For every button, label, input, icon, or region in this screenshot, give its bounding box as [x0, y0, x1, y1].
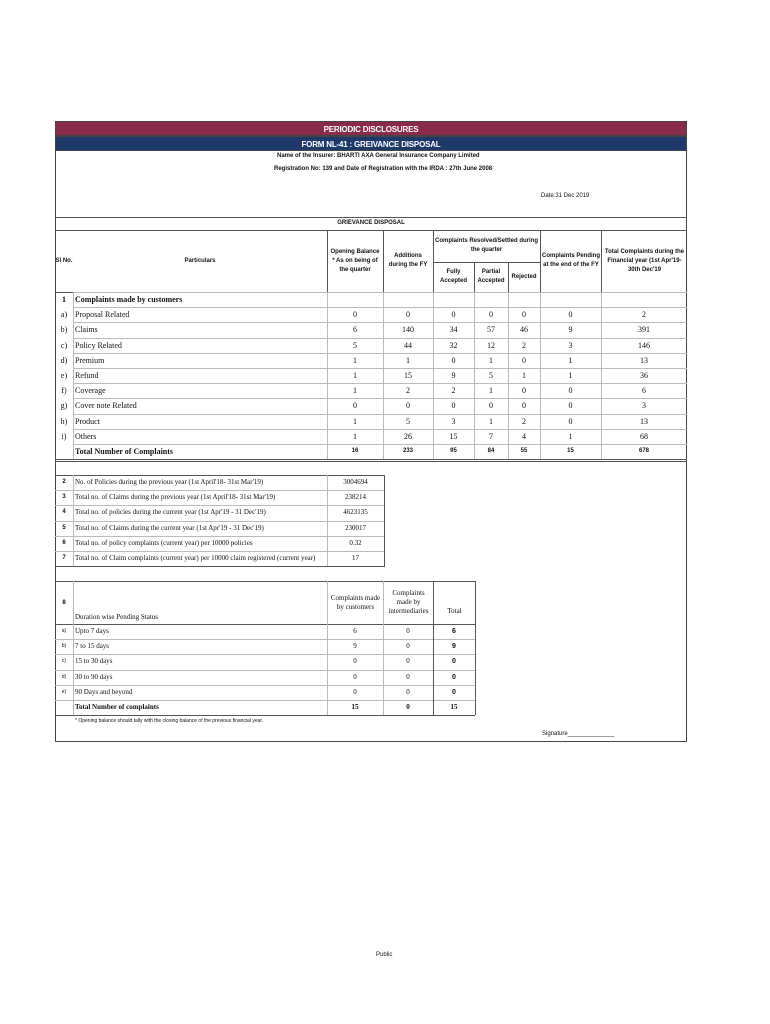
row-value: 1 [353, 355, 357, 365]
row-value: 0 [353, 687, 357, 696]
row-particular: Others [75, 431, 97, 441]
row-particular: Upto 7 days [75, 627, 109, 635]
row-value: 9 [452, 643, 456, 651]
total-label: Total Number of complaints [75, 703, 159, 711]
row-value: 1 [353, 371, 357, 380]
header-fully-accepted: Fully Accepted [439, 269, 467, 284]
row-value: 3 [568, 340, 573, 350]
row-value: 1 [568, 371, 573, 380]
row-value: 34 [449, 325, 458, 335]
row-value: 9 [451, 371, 456, 380]
row-value: 0 [568, 416, 573, 426]
section-title: GRIEVANCE DISPOSAL [337, 220, 405, 226]
row-value: 146 [638, 340, 650, 350]
header-pending: Complaints Pending at the end of the FY [541, 253, 600, 268]
row-value: 0 [353, 401, 357, 411]
column-line [73, 475, 74, 566]
row-value: 0 [522, 386, 526, 396]
row-value: 1 [489, 386, 493, 396]
row-number: 3 [62, 494, 66, 501]
row-value: 0 [451, 310, 456, 320]
row-value: 2 [522, 340, 526, 350]
row-sl: g) [60, 401, 68, 411]
row-value: 46 [520, 325, 528, 335]
row-value: 0 [452, 673, 456, 681]
header-opening-balance: Opening Balance * As on being of the quarter [330, 248, 380, 273]
classification-label: Public [376, 952, 393, 958]
row-value: 1 [353, 416, 357, 426]
row-sl: b) [61, 643, 67, 650]
row-value: 0 [353, 657, 357, 666]
row-value: 238214 [345, 493, 366, 502]
row-value: 9 [353, 642, 357, 651]
row-value: 6 [642, 386, 646, 396]
header-particulars: Particulars [184, 257, 216, 264]
row-particular: Total no. of Claim complaints (current year) per 10000 claim registered (current year) [75, 554, 316, 562]
row-value: 1 [353, 386, 357, 396]
row-sl: e) [60, 371, 68, 380]
table-border [55, 459, 687, 460]
row-particular: Policy Related [75, 340, 122, 350]
header-rejected: Rejected [511, 273, 537, 280]
header-intermediaries: Complaints made by intermediaries [388, 589, 429, 615]
row-value: 0 [406, 687, 410, 696]
column-line [73, 292, 74, 459]
row-particular: Total no. of policies during the current year (1st Apr'19 - 31 Dec'19) [75, 508, 266, 517]
row-number: 6 [62, 539, 66, 546]
row-value: 2 [522, 416, 526, 426]
row-value: 44 [404, 340, 412, 350]
row-particular: 30 to 90 days [75, 672, 113, 681]
row-value: 6 [353, 325, 357, 335]
row-value: 15 [404, 371, 412, 380]
row-value: 0 [406, 672, 410, 681]
row-particular: Premium [75, 355, 105, 365]
row-sl: f) [61, 386, 67, 396]
row-value: 3 [451, 416, 456, 426]
row-particular: 7 to 15 days [75, 642, 110, 651]
row-value: 7 [489, 431, 493, 441]
row-value: 0 [522, 401, 526, 411]
row-value: 2 [642, 310, 646, 320]
row-value: 1 [568, 431, 573, 441]
row-value: 0 [353, 672, 357, 681]
total-value: 55 [520, 448, 528, 454]
registration-text: Registration No: 139 and Date of Registration with the IRDA : 27th June 2008 [274, 166, 493, 172]
table-border [384, 475, 385, 566]
row-value: 1 [489, 355, 493, 365]
row-value: 0 [568, 401, 573, 411]
row-value: 5 [406, 416, 410, 426]
row-value: 1 [568, 355, 573, 365]
row-value: 0 [568, 310, 573, 320]
header-customers: Complaints made by customers [330, 593, 381, 611]
row-number: 4 [62, 509, 66, 516]
insurer-name: BHARTI AXA General Insurance Company Limited [337, 153, 480, 159]
row-number: 5 [62, 524, 66, 531]
row-value: 0 [406, 642, 410, 651]
row-value: 32 [449, 340, 458, 350]
total-value: 95 [450, 448, 457, 454]
row-value: 391 [638, 325, 650, 335]
table-border [383, 230, 384, 292]
row-particular: Total no. of policy complaints (current year) per 10000 policies [75, 538, 253, 547]
total-value: 84 [487, 448, 495, 454]
row-sl: a) [61, 628, 67, 634]
row-value: 1 [353, 431, 357, 441]
section-title: Duration wise Pending Status [75, 613, 159, 621]
header-partial-accepted: Partial Accepted [477, 269, 505, 284]
row-value: 0 [406, 310, 410, 320]
row-particular: 90 Days and beyond [75, 687, 133, 696]
row-value: 0 [489, 401, 493, 411]
total-value: 15 [567, 448, 574, 454]
row-number: 7 [62, 555, 66, 561]
table-border [55, 715, 475, 716]
title-bar: PERIODIC DISCLOSURES [55, 121, 687, 136]
table-border [327, 230, 328, 292]
row-particular: No. of Policies during the previous year (1st April'18- 31st Mar'19) [75, 478, 264, 486]
row-value: 0 [568, 386, 573, 396]
row-sl: c) [60, 340, 68, 350]
row-sl: b) [60, 325, 68, 335]
row-particular: Claims [75, 325, 98, 335]
row-value: 0 [451, 401, 456, 411]
row-value: 140 [402, 325, 414, 335]
row-value: 3004694 [343, 478, 368, 486]
row-value: 12 [487, 340, 495, 350]
row-value: 2 [451, 386, 456, 396]
row-sl: c) [61, 658, 67, 665]
row-value: 4 [522, 431, 526, 441]
table-border [55, 461, 687, 462]
row-value: 2 [406, 386, 410, 396]
row-value: 0.32 [349, 538, 362, 547]
group-number: 1 [62, 295, 66, 304]
row-particular: Coverage [75, 386, 106, 396]
total-value: 15 [450, 703, 458, 711]
header-resolved: Complaints Resolved/Settled during the quarter [434, 238, 538, 253]
row-sl: a) [60, 310, 68, 320]
form-title-bar: FORM NL-41 : GREIVANCE DISPOSAL [55, 136, 687, 151]
row-value: 5 [489, 371, 493, 380]
total-label: Total Number of Complaints [75, 447, 174, 456]
header-additions: Additions during the FY [388, 253, 428, 268]
total-value: 233 [402, 448, 413, 454]
signature-line: Signature______________ [542, 731, 615, 737]
row-particular: 15 to 30 days [75, 657, 113, 666]
row-value: 13 [640, 416, 648, 426]
row-value: 0 [522, 355, 526, 365]
row-value: 17 [352, 554, 359, 562]
row-sl: i) [61, 431, 67, 441]
row-value: 13 [640, 355, 648, 365]
row-sl: d) [61, 673, 67, 680]
row-value: 6 [452, 628, 456, 635]
row-value: 4623135 [343, 508, 368, 517]
report-date: Date:31 Dec 2019 [541, 193, 590, 199]
row-sl: e) [61, 688, 67, 695]
row-value: 3 [642, 401, 646, 411]
row-particular: Total no. of Claims during the previous year (1st April'18- 31st Mar'19) [75, 493, 276, 502]
total-value: 678 [638, 448, 649, 454]
footnote: * Opening balance should tally with the closing balance of the previous financial year. [75, 718, 264, 724]
row-value: 0 [452, 688, 456, 696]
total-value: 16 [351, 448, 359, 454]
row-value: 0 [451, 355, 456, 365]
header-total: Total [447, 606, 462, 615]
table-border [475, 581, 476, 715]
row-value: 1 [489, 416, 493, 426]
row-value: 0 [406, 401, 410, 411]
row-particular: Product [75, 416, 100, 426]
row-particular: Refund [75, 371, 99, 380]
row-value: 5 [353, 340, 357, 350]
row-value: 0 [489, 310, 493, 320]
group-label: Complaints made by customers [75, 295, 183, 304]
total-value: 0 [406, 703, 410, 711]
header-total-fy: Total Complaints during the Financial year (1st Apr'19- 30th Dec'19 [604, 248, 685, 273]
section-number: 8 [62, 600, 66, 606]
row-value: 36 [640, 371, 648, 380]
row-value: 15 [449, 431, 458, 441]
row-value: 1 [406, 355, 410, 365]
row-value: 6 [353, 627, 357, 635]
row-value: 0 [522, 310, 526, 320]
total-value: 15 [351, 703, 359, 711]
row-value: 1 [522, 371, 526, 380]
column-line [73, 581, 74, 715]
row-sl: d) [60, 355, 68, 365]
insurer-label: Name of the Insurer: [277, 153, 336, 159]
row-value: 9 [568, 325, 573, 335]
row-value: 0 [406, 657, 410, 666]
row-particular: Proposal Related [75, 310, 130, 320]
row-value: 68 [640, 431, 648, 441]
row-value: 0 [353, 310, 357, 320]
row-sl: h) [60, 416, 68, 426]
row-particular: Cover note Related [75, 401, 137, 411]
header-sl: Sl No. [55, 257, 73, 264]
row-value: 57 [487, 325, 495, 335]
row-value: 0 [406, 627, 410, 635]
table-border [55, 566, 385, 567]
row-value: 26 [404, 431, 412, 441]
row-value: 230017 [345, 523, 366, 532]
row-particular: Total no. of Claims during the current year (1st Apr'19 - 31 Dec'19) [75, 523, 264, 532]
row-number: 2 [62, 479, 66, 485]
row-value: 0 [452, 658, 456, 666]
